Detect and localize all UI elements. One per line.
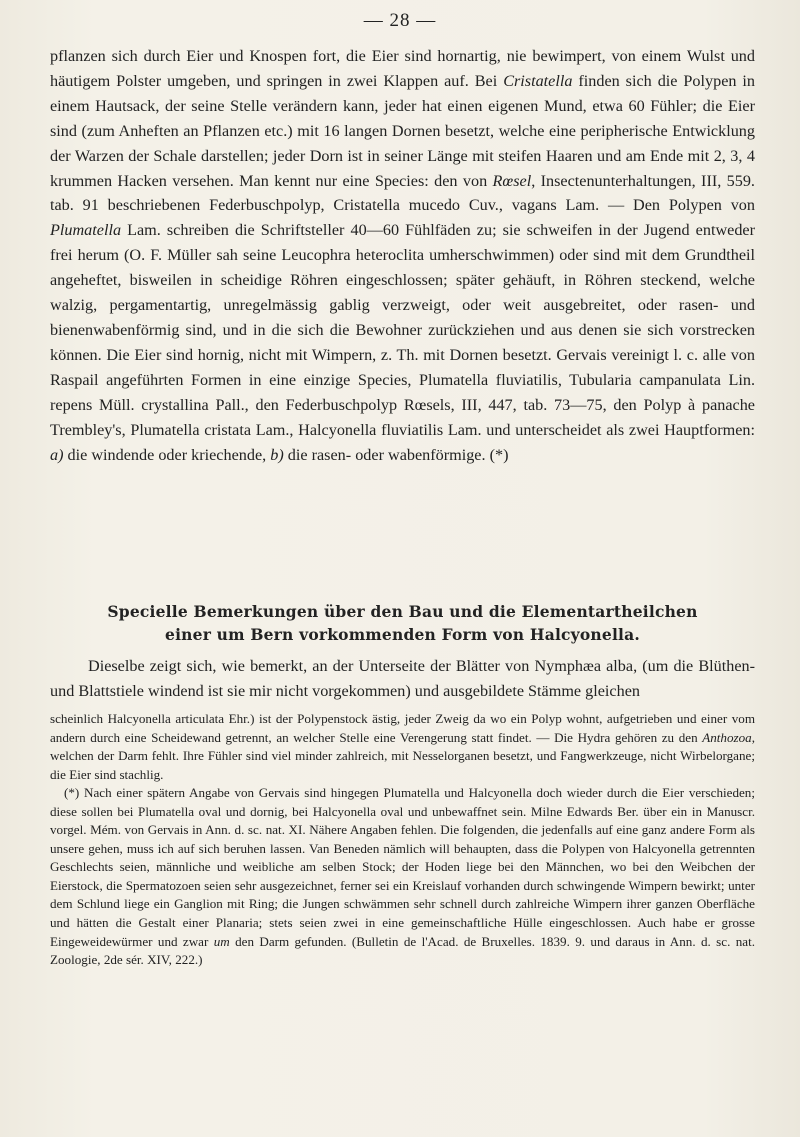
list-marker-a: a) [50,445,64,464]
term-anthozoa: Anthozoa [702,729,752,745]
text-run: (*) Nach einer spätern Angabe von Gervais sind hingegen Plumatella und Halcyonella doch wieder durch die Eier verschieden; diese sollen bei Plumatella oval und dornig, bei Halcyonella oval und unbewaffnet sein. Milne Edwards Ber. über ein in Manuscr. vorgel. Mém. von Gervais in Ann. d. sc. nat. XI. Nähere Angaben fehlen. Die folgenden, die jedenfalls auf eine ganz andere Form als unsere gehen, muss ich auf sich beruhen lassen. Van Beneden nämlich will behaupten, dass die Polypen von Halcyonella getrennten Geschlechts seien, männliche und weibliche am selben Stock; der Hoden liege bei den Männchen, wo bei den Weibchen der Eierstock, die Spermatozoen seien sehr ausgezeichnet, ferner sei ein Kreislauf vorhanden durch schwingende Wimpern bewirkt; unter dem Schlund liege ein Ganglion mit Ring; die Jungen schwämmen sehr schnell durch zahlreiche Wimpern ihrer ganzen Oberfläche und hätten die Gestalt einer Planaria; stets seien zwei in eine gemeinschaftliche Hülle eingeschlossen. Auch habe er grosse Eingeweidewürmer und zwar [50,785,755,949]
main-text-block [50,44,755,467]
text-run: pflanzen sich durch Eier und Knospen fort, die Eier sind hornartig, nie bewimpert, von einem Wulst und häutigem Polster umgeben, und springen in zwei Klappen auf. Bei [50,47,755,90]
section-heading-line-2: einer um Bern vorkommenden Form von Halcyonella. [165,625,640,644]
genus-name-cristatella: Cristatella [503,71,573,90]
text-run: , Insectenunterhaltungen, III, 559. tab. 91 beschriebenen Federbuschpolyp, Cristatella mucedo Cuv., vagans Lam. — Den Polypen von [50,171,755,215]
emphasis-um: um [213,933,230,949]
section-intro [50,654,755,704]
section-heading [40,600,765,646]
text-run: die rasen- oder wabenförmige. (*) [283,445,509,464]
text-run: , welchen der Darm fehlt. Ihre Fühler sind viel minder zahlreich, mit Nesselorganen besetzt, und Fangwerkzeuge, nicht Wirbelorgane; die Eier sind stachlig. [50,729,755,782]
text-run: scheinlich Halcyonella articulata Ehr.) ist der Polypenstock ästig, jeder Zweig da wo ein Polyp wohnt, aufgetrieben und einer vom andern durch eine Scheidewand getrennt, an welcher Stelle eine Verengerung statt findet. — Die Hydra gehören zu den [50,711,755,745]
main-paragraph [50,44,755,467]
page-number: — 28 — [363,10,437,31]
author-name-roesel: Rœsel [492,171,532,190]
text-run: die windende oder kriechende, [63,445,271,464]
section-intro-paragraph: Dieselbe zeigt sich, wie bemerkt, an der Unterseite der Blätter von Nymphæa alba, (um die Blüthen- und Blattstiele windend ist sie mir nicht vorgekommen) und ausgebildete Stämme gleichen [50,657,755,700]
section-heading-line-1: Specielle Bemerkungen über den Bau und die Elementartheilchen [107,602,698,621]
footnotes [50,710,755,970]
genus-name-plumatella: Plumatella [50,221,122,240]
footnote-continued [50,710,755,784]
text-run: Lam. schreiben die Schriftsteller 40—60 Fühlfäden zu; sie schweifen in der Jugend entweder frei herum (O. F. Müller sah seine Leucophra heteroclita umherschwimmen) oder sind mit dem Grundtheil angeheftet, bisweilen in scheidige Röhren eingeschlossen; später gehäuft, in Röhren steckend, welche walzig, pergamentartig, unregelmässig gablig verzweigt, oder weit ausgebreitet, oder rasen- und bienenwabenförmig sind, und in die sich die Bewohner zurückziehen und aus denen sie sich vorstrecken können. Die Eier sind hornig, nicht mit Wimpern, z. Th. mit Dornen besetzt. Gervais vereinigt l. c. alle von Raspail angeführten Formen in eine einzige Species, Plumatella fluviatilis, Tubularia campanulata Lin. repens Müll. crystallina Pall., den Federbuschpolyp Rœsels, III, 447, tab. 73—75, den Polyp à panache Trembley's, Plumatella cristata Lam., Halcyonella fluviatilis Lam. und unterscheidet als zwei Hauptformen: [50,221,755,439]
text-run: finden sich die Polypen in einem Hautsack, der seine Stelle verändern kann, jeder hat einen eigenen Mund, etwa 60 Fühler; die Eier sind (zum Anheften an Pflanzen etc.) mit 16 langen Dornen besetzt, welche eine peripherische Entwicklung der Warzen der Schale darstellen; jeder Dorn ist in seiner Länge mit steifen Haaren und am Ende mit 2, 3, 4 krummen Hacken versehen. Man kennt nur eine Species: den von [50,71,756,190]
list-marker-b: b) [270,445,284,464]
footnote-asterisk [50,784,755,969]
text-run: den Darm gefunden. (Bulletin de l'Acad. de Bruxelles. 1839. 9. und daraus in Ann. d. sc. nat. Zoologie, 2de sér. XIV, 222.) [50,933,755,968]
